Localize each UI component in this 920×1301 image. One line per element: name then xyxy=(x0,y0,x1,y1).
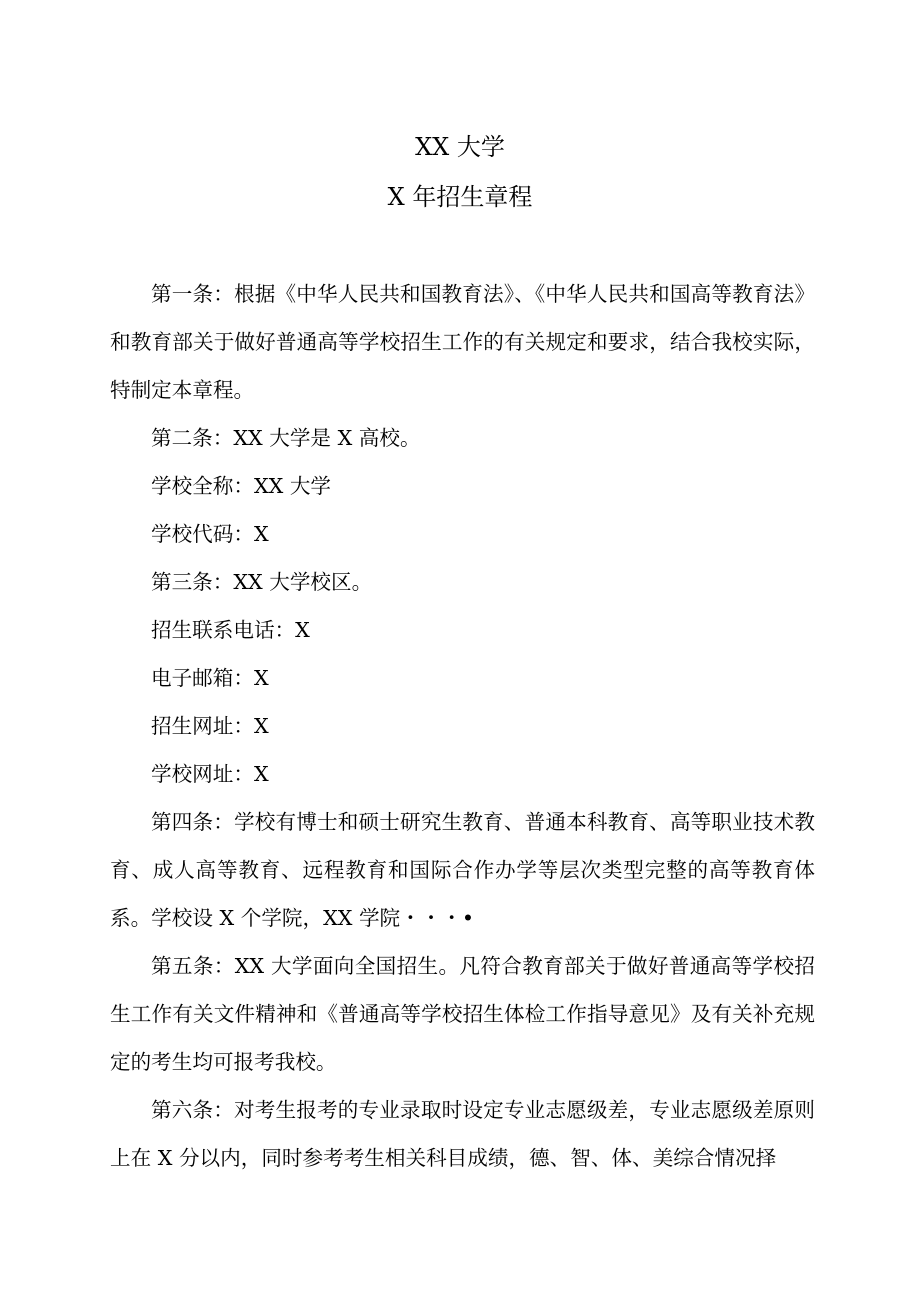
paragraph-email: 电子邮箱：X xyxy=(151,666,269,690)
document-subtitle: X 年招生章程 xyxy=(387,183,533,211)
paragraph-article-3: 第三条：XX 大学校区。 xyxy=(151,570,373,594)
paragraph-school-code: 学校代码：X xyxy=(151,522,269,546)
document-title: XX 大学 xyxy=(415,133,505,161)
paragraph-article-1: 第一条：根据《中华人民共和国教育法》、《中华人民共和国高等教育法》和教育部关于做好普通高等学校招生工作的有关规定和要求，结合我校实际，特制定本章程。 xyxy=(110,282,815,402)
paragraph-school-website: 学校网址：X xyxy=(151,762,269,786)
paragraph-school-name: 学校全称：XX 大学 xyxy=(151,474,332,498)
paragraph-article-5: 第五条：XX 大学面向全国招生。凡符合教育部关于做好普通高等学校招生工作有关文件精神和《普通高等学校招生体检工作指导意见》及有关补充规定的考生均可报考我校。 xyxy=(110,954,815,1074)
paragraph-article-4: 第四条：学校有博士和硕士研究生教育、普通本科教育、高等职业技术教育、成人高等教育、远程教育和国际合作办学等层次类型完整的高等教育体系。学校设 X 个学院，XX 学院・・・• xyxy=(110,810,815,930)
paragraph-admission-phone: 招生联系电话：X xyxy=(151,618,310,642)
paragraph-admission-website: 招生网址：X xyxy=(151,714,269,738)
document-body xyxy=(110,270,815,1182)
paragraph-article-6: 第六条：对考生报考的专业录取时设定专业志愿级差，专业志愿级差原则上在 X 分以内，同时参考考生相关科目成绩，德、智、体、美综合情况择 xyxy=(110,1098,815,1170)
paragraph-article-2: 第二条：XX 大学是 X 高校。 xyxy=(151,426,421,450)
